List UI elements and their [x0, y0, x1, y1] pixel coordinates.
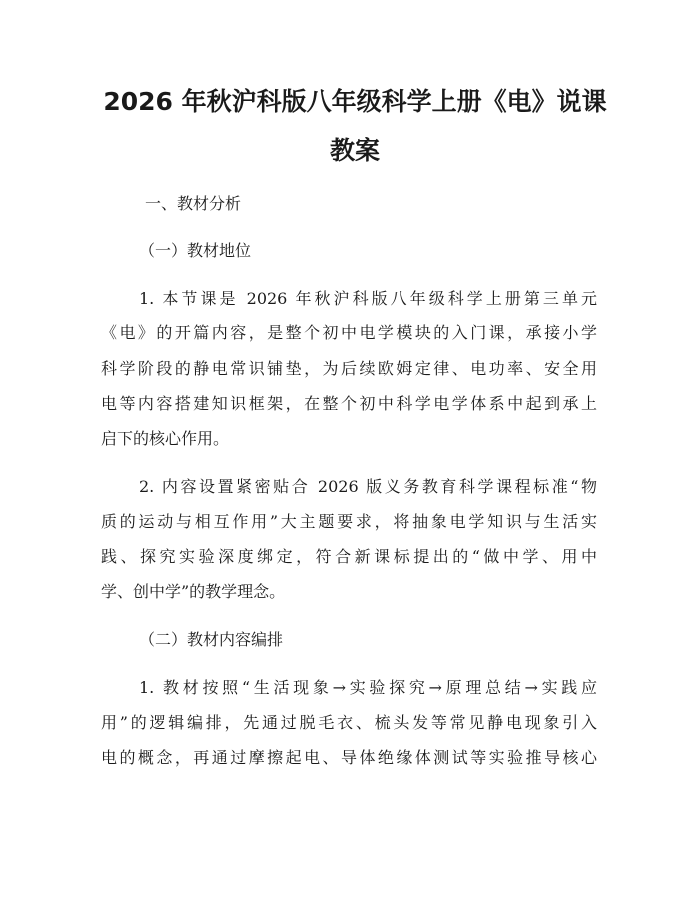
- paragraph-line: 1. 本节课是 2026 年秋沪科版八年级科学上册第三单元: [139, 289, 597, 308]
- paragraph-line: 科学阶段的静电常识铺垫，为后续欧姆定律、电功率、安全用: [101, 359, 597, 378]
- paragraph-line: 1. 教材按照“生活现象→实验探究→原理总结→实践应: [139, 678, 597, 697]
- paragraph-line: 电的概念，再通过摩擦起电、导体绝缘体测试等实验推导核心: [101, 748, 597, 767]
- paragraph-line: 用”的逻辑编排，先通过脱毛衣、梳头发等常见静电现象引入: [101, 713, 597, 732]
- paragraph-line: 启下的核心作用。: [101, 429, 230, 448]
- section-heading-textbook-analysis: 一、教材分析: [145, 194, 242, 213]
- paragraph-line: 学、创中学”的教学理念。: [101, 582, 286, 601]
- document-title-line-1: 2026 年秋沪科版八年级科学上册《电》说课: [103, 87, 607, 116]
- subsection-heading-content-arrangement: （二）教材内容编排: [139, 630, 284, 649]
- document-title-line-2: 教案: [329, 136, 380, 165]
- paragraph-line: 2. 内容设置紧密贴合 2026 版义务教育科学课程标准“物: [139, 477, 597, 496]
- paragraph-line: 《电》的开篇内容，是整个初中电学模块的入门课，承接小学: [101, 323, 597, 342]
- paragraph-line: 电等内容搭建知识框架，在整个初中科学电学体系中起到承上: [101, 394, 597, 413]
- paragraph-line: 质的运动与相互作用”大主题要求，将抽象电学知识与生活实: [101, 512, 597, 531]
- paragraph-line: 践、探究实验深度绑定，符合新课标提出的“做中学、用中: [101, 547, 597, 566]
- subsection-heading-textbook-status: （一）教材地位: [139, 241, 252, 260]
